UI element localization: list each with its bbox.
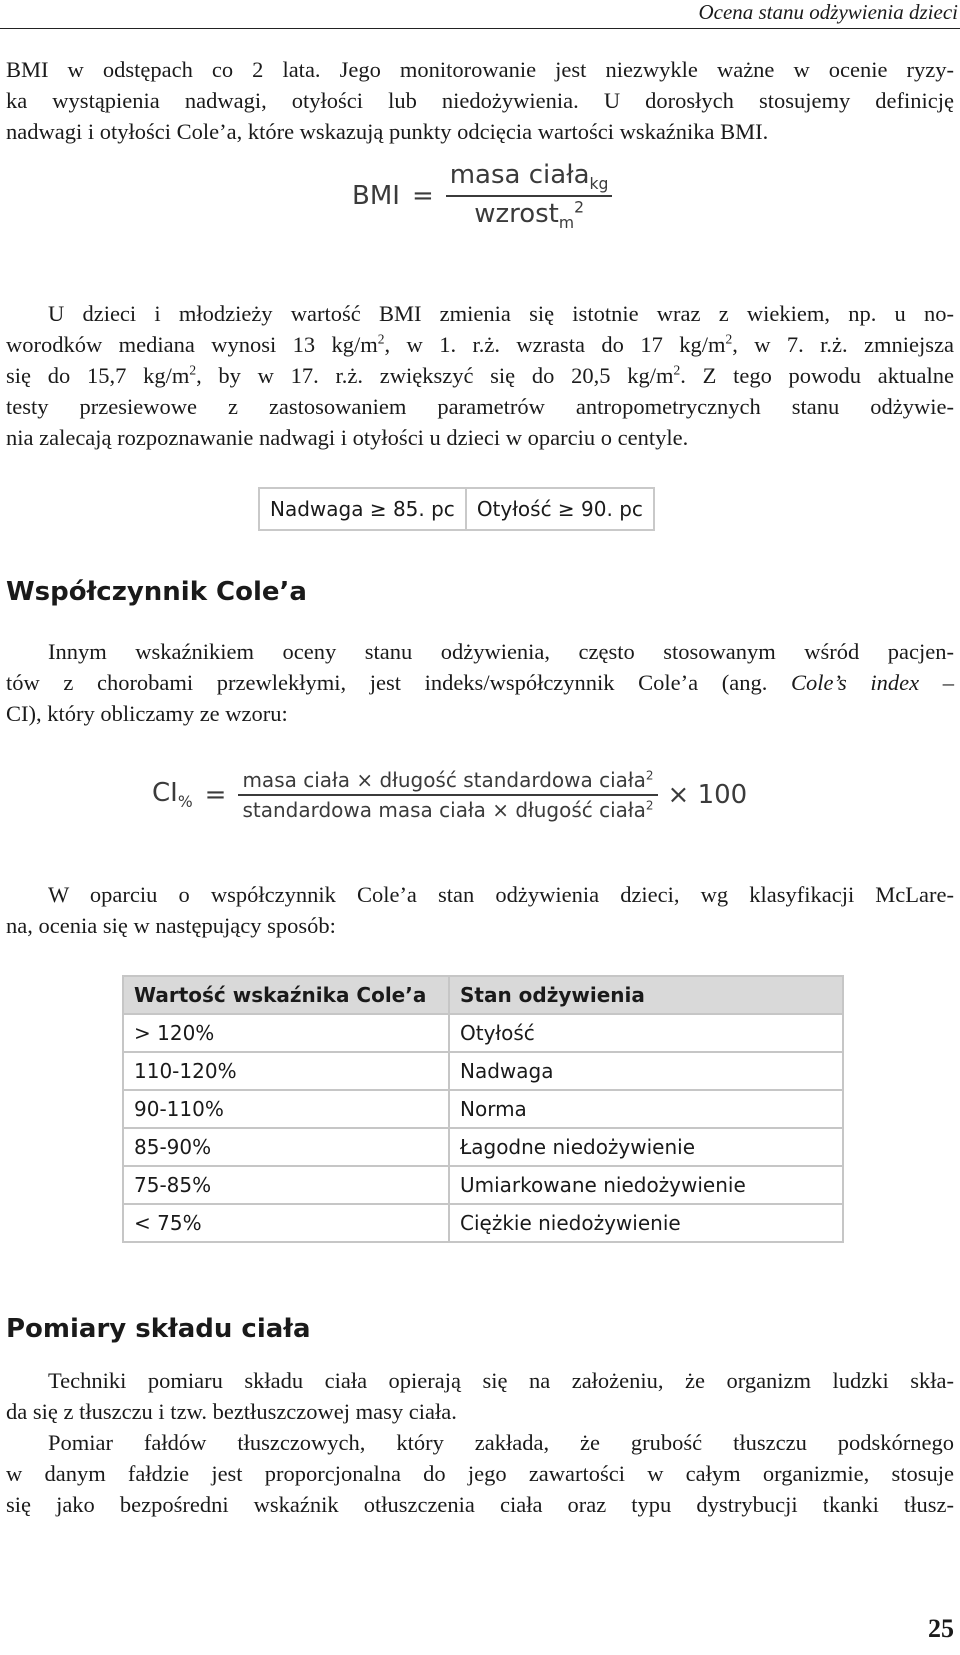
formula-multiplier: × 100 [667, 780, 748, 810]
table-cell: 75-85% [123, 1166, 449, 1204]
column-header: Stan odżywienia [449, 976, 843, 1014]
table-row [123, 1052, 843, 1090]
text-line: BMI w odstępach co 2 lata. Jego monitorowanie jest niezwykle ważne w ocenie ryzy- [6, 57, 954, 82]
paragraph-body-composition [6, 1365, 954, 1427]
table-cell: Norma [449, 1090, 843, 1128]
table-cell: < 75% [123, 1204, 449, 1242]
table-cell: > 120% [123, 1014, 449, 1052]
obesity-criterion: Otyłość ≥ 90. pc [465, 489, 653, 529]
text-line: nadwagi i otyłości Cole’a, które wskazują punkty odcięcia wartości wskaźnika BMI. [6, 119, 769, 144]
section-heading-cole: Współczynnik Cole’a [6, 577, 307, 607]
table-cell: Nadwaga [449, 1052, 843, 1090]
text-line: tów z chorobami przewlekłymi, jest indeks/współczynnik Cole’a (ang. Cole’s index – [6, 670, 954, 695]
formula-denominator: standardowa masa ciała × długość ciała$^2$ [242, 798, 654, 822]
text-line: worodków mediana wynosi 13 $kg/m^2$, w 1. r.ż. wzrasta do 17 $kg/m^2$, w 7. r.ż. zmniejsza [6, 331, 954, 357]
formula-numerator: masa ciała × długość standardowa ciała$^2$ [238, 768, 657, 796]
text-line: Innym wskaźnikiem oceny stanu odżywienia, często stosowanym wśród pacjen- [48, 639, 954, 664]
table-row [123, 1204, 843, 1242]
table-header-row [123, 976, 843, 1014]
formula-equals: = [411, 181, 434, 212]
cole-index-formula [152, 768, 747, 822]
text-line: ka wystąpienia nadwagi, otyłości lub niedożywienia. U dorosłych stosujemy definicję [6, 88, 954, 113]
table-row [123, 1090, 843, 1128]
formula-denominator: wzrost$_m^2$ [474, 198, 584, 233]
header-rule [0, 28, 960, 29]
column-header: Wartość wskaźnika Cole’a [123, 976, 449, 1014]
overweight-criterion: Nadwaga ≥ 85. pc [270, 497, 455, 521]
cole-classification-table [122, 975, 844, 1243]
percentile-criteria-box [258, 487, 655, 531]
formula-fraction [238, 768, 657, 822]
formula-lhs: $CI_{\%}$ [152, 778, 193, 812]
text-line: Pomiar fałdów tłuszczowych, który zakłada, że grubość tłuszczu podskórnego [48, 1430, 954, 1455]
text-line: U dzieci i młodzieży wartość BMI zmienia się istotnie wraz z wiekiem, np. u no- [48, 301, 954, 326]
page-number: 25 [928, 1614, 954, 1643]
text-line: w danym fałdzie jest proporcjonalna do jego zawartości w całym organizmie, stosuje [6, 1461, 954, 1486]
text-line: na, ocenia się w następujący sposób: [6, 913, 336, 938]
formula-numerator: masa ciała$_{kg}$ [446, 160, 613, 197]
text-line: testy przesiewowe z zastosowaniem parametrów antropometrycznych stanu odżywie- [6, 394, 954, 419]
paragraph-bmi-intro [6, 54, 954, 147]
text-line: się jako bezpośredni wskaźnik otłuszczenia ciała oraz typu dystrybucji tkanki tłusz- [6, 1492, 954, 1517]
text-line: Techniki pomiaru składu ciała opierają się na założeniu, że organizm ludzki skła- [48, 1368, 954, 1393]
table-row [123, 1166, 843, 1204]
bmi-formula [352, 160, 612, 232]
table-cell: 110-120% [123, 1052, 449, 1090]
table-cell: Otyłość [449, 1014, 843, 1052]
table-row [123, 1014, 843, 1052]
formula-fraction [446, 160, 613, 232]
formula-equals: = [204, 780, 227, 810]
paragraph-mclaren [6, 879, 954, 941]
section-heading-body-composition: Pomiary składu ciała [6, 1314, 311, 1344]
text-line: da się z tłuszczu i tzw. beztłuszczowej masy ciała. [6, 1399, 457, 1424]
table-cell: 90-110% [123, 1090, 449, 1128]
table-cell: Ciężkie niedożywienie [449, 1204, 843, 1242]
formula-lhs: BMI [352, 181, 400, 212]
table-cell: Łagodne niedożywienie [449, 1128, 843, 1166]
paragraph-skinfold [6, 1427, 954, 1520]
text-line: się do 15,7 $kg/m^2$, by w 17. r.ż. zwiększyć się do 20,5 $kg/m^2$. Z tego powodu aktualne [6, 362, 955, 388]
table-cell: 85-90% [123, 1128, 449, 1166]
paragraph-bmi-children [6, 298, 954, 453]
paragraph-cole-index [6, 636, 954, 729]
table-cell: Umiarkowane niedożywienie [449, 1166, 843, 1204]
table-row [123, 1128, 843, 1166]
text-line: nia zalecają rozpoznawanie nadwagi i otyłości u dzieci w oparciu o centyle. [6, 425, 689, 450]
text-line: CI), który obliczamy ze wzoru: [6, 701, 288, 726]
text-line: W oparciu o współczynnik Cole’a stan odżywienia dzieci, wg klasyfikacji McLare- [48, 882, 954, 907]
running-head: Ocena stanu odżywienia dzieci [698, 0, 958, 24]
